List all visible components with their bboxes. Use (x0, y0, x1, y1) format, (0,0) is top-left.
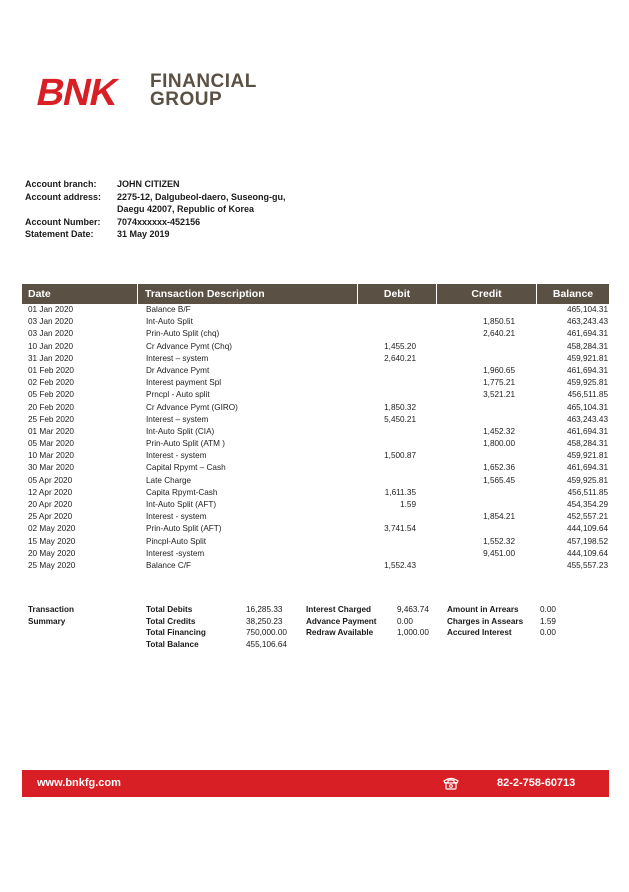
accured-interest-label: Accured Interest (447, 628, 512, 638)
row-balance: 458,284.31 (567, 439, 608, 449)
table-body (22, 304, 609, 572)
logo-line2: GROUP (150, 89, 223, 110)
row-date: 01 Mar 2020 (28, 426, 74, 436)
row-credit (437, 304, 537, 316)
table-row (22, 328, 609, 340)
row-debit (358, 328, 437, 340)
row-description: Interest - system (146, 451, 207, 461)
row-date: 01 Jan 2020 (28, 305, 74, 314)
row-description: Interest - system (146, 512, 207, 522)
table-row (22, 341, 609, 353)
table-row (22, 365, 609, 377)
row-date: 25 May 2020 (28, 560, 76, 570)
row-debit (358, 304, 437, 316)
header-date: Date (22, 284, 138, 304)
row-debit (358, 548, 437, 560)
logo-mark-text: BNK (32, 72, 122, 114)
account-number-label: Account Number: (25, 216, 101, 227)
row-balance: 455,557.23 (567, 560, 608, 570)
accured-interest-value: 0.00 (540, 628, 556, 638)
telephone-icon (442, 775, 460, 791)
table-row (22, 475, 609, 487)
total-balance-value: 455,106.64 (246, 639, 287, 649)
row-credit: 1,775.21 (483, 378, 515, 388)
row-credit: 1,552.32 (483, 536, 515, 546)
charges-in-arrears-value: 1.59 (540, 616, 556, 626)
row-balance: 444,109.64 (567, 548, 608, 558)
summary-title-line1: Transaction (28, 605, 74, 614)
row-balance: 454,354.29 (567, 500, 608, 509)
row-debit: 2,640.21 (384, 353, 416, 363)
row-credit: 2,640.21 (483, 329, 515, 339)
row-credit: 1,652.36 (483, 463, 515, 473)
row-debit: 1,552.43 (384, 560, 416, 570)
advance-payment-value: 0.00 (397, 616, 413, 626)
row-credit: 1,850.51 (483, 317, 515, 327)
account-info (25, 178, 286, 241)
row-date: 20 May 2020 (28, 548, 76, 558)
table-row (22, 377, 609, 389)
row-date: 05 Mar 2020 (28, 439, 74, 449)
account-address-label: Account address: (25, 191, 102, 202)
advance-payment-label: Advance Payment (306, 616, 377, 626)
account-address-line1: 2275-12, Dalgubeol-daero, Suseong-gu, (117, 191, 286, 202)
table-row (22, 426, 609, 438)
summary-interest-labels (306, 604, 377, 639)
row-balance: 459,925.81 (567, 378, 608, 388)
table-row (22, 499, 609, 511)
account-number-value: 7074xxxxxx-452156 (117, 216, 201, 227)
interest-charged-label: Interest Charged (306, 605, 372, 614)
row-date: 30 Mar 2020 (28, 463, 74, 473)
charges-in-arrears-label: Charges in Assears (447, 616, 524, 626)
account-branch-label: Account branch: (25, 179, 97, 189)
row-description: Prin-Auto Split (AFT) (146, 524, 222, 534)
header-description: Transaction Description (138, 284, 358, 304)
row-debit: 1,611.35 (384, 487, 416, 497)
row-balance: 463,243.43 (567, 317, 608, 327)
row-credit (437, 523, 537, 535)
row-debit: 1.59 (400, 500, 416, 509)
total-credits-value: 38,250.23 (246, 616, 283, 626)
row-credit: 1,565.45 (483, 475, 515, 485)
total-debits-value: 16,285.33 (246, 605, 283, 614)
redraw-available-value: 1,000.00 (397, 628, 429, 638)
row-debit (358, 389, 437, 401)
row-date: 03 Jan 2020 (28, 329, 74, 339)
table-row (22, 523, 609, 535)
amount-in-arrears-value: 0.00 (540, 605, 556, 614)
row-debit: 1,850.32 (384, 402, 416, 412)
row-debit (358, 438, 437, 450)
row-balance: 456,511.85 (567, 390, 608, 400)
total-financing-label: Total Financing (146, 628, 206, 638)
row-credit: 9,451.00 (483, 548, 515, 558)
row-description: Balance B/F (146, 305, 191, 314)
header-balance: Balance (537, 284, 609, 304)
summary-totals-labels (146, 604, 206, 650)
row-description: Cr Advance Pymt (GIRO) (146, 402, 238, 412)
row-description: Capita Rpymt-Cash (146, 487, 218, 497)
row-date: 20 Feb 2020 (28, 402, 74, 412)
row-balance: 457,198.52 (567, 536, 608, 546)
row-credit (437, 414, 537, 426)
statement-date-label: Statement Date: (25, 229, 94, 240)
row-date: 05 Feb 2020 (28, 390, 74, 400)
account-branch-value: JOHN CITIZEN (117, 179, 180, 189)
row-date: 20 Apr 2020 (28, 500, 73, 509)
row-date: 02 May 2020 (28, 524, 76, 534)
table-row (22, 487, 609, 499)
table-row (22, 511, 609, 523)
row-balance: 459,921.81 (567, 353, 608, 363)
row-debit (358, 426, 437, 438)
footer-bar (22, 770, 609, 797)
row-description: Interest – system (146, 353, 209, 363)
row-date: 02 Feb 2020 (28, 378, 74, 388)
row-credit: 1,960.65 (483, 365, 515, 375)
row-description: Pincpl-Auto Split (146, 536, 207, 546)
row-description: Int-Auto Split (146, 317, 193, 327)
row-description: Prin-Auto Split (ATM ) (146, 439, 226, 449)
row-debit (358, 462, 437, 474)
row-description: Int-Auto Split (AFT) (146, 500, 217, 509)
phone-number[interactable]: 82-2-758-60713 (497, 777, 576, 789)
row-credit (437, 499, 537, 511)
summary-title (28, 604, 74, 627)
row-debit (358, 365, 437, 377)
logo-line1: FINANCIAL (150, 71, 257, 92)
table-row (22, 462, 609, 474)
row-credit: 1,800.00 (483, 439, 515, 449)
row-balance: 459,921.81 (567, 451, 608, 461)
row-balance: 463,243.43 (567, 414, 608, 424)
total-credits-label: Total Credits (146, 616, 196, 626)
row-debit: 3,741.54 (384, 524, 416, 534)
row-debit (358, 475, 437, 487)
total-debits-label: Total Debits (146, 605, 193, 614)
table-row (22, 560, 609, 572)
row-balance: 461,694.31 (567, 426, 608, 436)
table-row (22, 414, 609, 426)
row-debit: 1,455.20 (384, 341, 416, 351)
row-credit (437, 450, 537, 462)
header-credit: Credit (437, 284, 537, 304)
website-link[interactable]: www.bnkfg.com (37, 777, 121, 789)
interest-charged-value: 9,463.74 (397, 605, 429, 614)
row-credit: 3,521.21 (483, 390, 515, 400)
logo-wordmark (150, 73, 257, 109)
table-row (22, 450, 609, 462)
row-description: Capital Rpymt – Cash (146, 463, 226, 473)
row-balance: 465,104.31 (567, 305, 608, 314)
amount-in-arrears-label: Amount in Arrears (447, 605, 519, 614)
table-row (22, 316, 609, 328)
row-debit (358, 511, 437, 523)
redraw-available-label: Redraw Available (306, 628, 374, 638)
row-debit (358, 316, 437, 328)
row-balance: 456,511.85 (567, 487, 608, 497)
table-row (22, 536, 609, 548)
table-row (22, 438, 609, 450)
summary-totals-values (246, 604, 287, 650)
row-balance: 458,284.31 (567, 341, 608, 351)
row-date: 10 Mar 2020 (28, 451, 74, 461)
table-row (22, 353, 609, 365)
logo-mark (33, 73, 121, 113)
row-description: Prncpl - Auto split (146, 390, 210, 400)
summary-interest-values (397, 604, 429, 639)
row-credit (437, 353, 537, 365)
row-description: Interest – system (146, 414, 209, 424)
transactions-table (22, 284, 609, 572)
row-debit (358, 536, 437, 548)
row-credit: 1,854.21 (483, 512, 515, 522)
row-credit (437, 560, 537, 572)
row-description: Interest -system (146, 548, 205, 558)
row-description: Prin-Auto Split (chq) (146, 329, 220, 339)
summary-title-line2: Summary (28, 616, 66, 626)
row-balance: 465,104.31 (567, 402, 608, 412)
row-date: 10 Jan 2020 (28, 341, 74, 351)
total-financing-value: 750,000.00 (246, 628, 287, 638)
account-address-line2: Daegu 42007, Republic of Korea (117, 204, 255, 215)
row-balance: 444,109.64 (567, 524, 608, 534)
table-row (22, 402, 609, 414)
row-date: 12 Apr 2020 (28, 487, 73, 497)
table-row (22, 389, 609, 401)
row-credit (437, 487, 537, 499)
row-description: Balance C/F (146, 560, 192, 570)
header-debit: Debit (358, 284, 437, 304)
row-debit: 5,450.21 (384, 414, 416, 424)
statement-date-value: 31 May 2019 (117, 229, 170, 240)
row-description: Int-Auto Split (CIA) (146, 426, 215, 436)
summary-arrears-values (540, 604, 556, 639)
row-date: 01 Feb 2020 (28, 365, 74, 375)
table-row (22, 548, 609, 560)
row-debit: 1,500.87 (384, 451, 416, 461)
row-date: 05 Apr 2020 (28, 475, 73, 485)
row-balance: 461,694.31 (567, 329, 608, 339)
total-balance-label: Total Balance (146, 639, 199, 649)
row-description: Dr Advance Pymt (146, 365, 210, 375)
table-header (22, 284, 609, 304)
row-credit (437, 341, 537, 353)
row-balance: 461,694.31 (567, 365, 608, 375)
row-description: Cr Advance Pymt (Chq) (146, 341, 232, 351)
row-date: 25 Feb 2020 (28, 414, 74, 424)
row-date: 03 Jan 2020 (28, 317, 74, 327)
row-date: 15 May 2020 (28, 536, 76, 546)
row-date: 25 Apr 2020 (28, 512, 73, 522)
row-balance: 452,557.21 (567, 512, 608, 522)
row-balance: 459,925.81 (567, 475, 608, 485)
row-description: Interest payment Spl (146, 378, 222, 388)
row-balance: 461,694.31 (567, 463, 608, 473)
table-row (22, 304, 609, 316)
row-date: 31 Jan 2020 (28, 353, 74, 363)
row-debit (358, 377, 437, 389)
row-description: Late Charge (146, 475, 192, 485)
summary-arrears-labels (447, 604, 523, 639)
row-credit (437, 402, 537, 414)
row-credit: 1,452.32 (483, 426, 515, 436)
